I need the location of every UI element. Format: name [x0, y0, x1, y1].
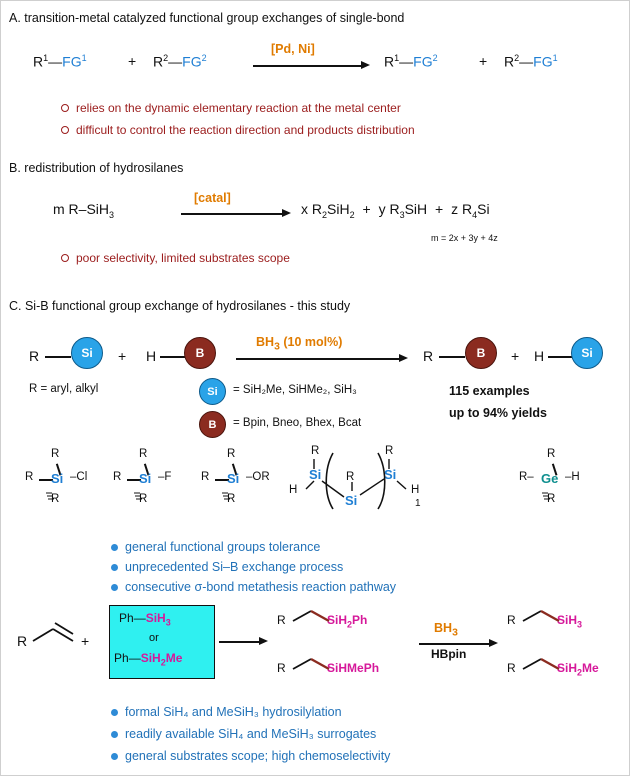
product2-fgsup: 1 — [552, 53, 558, 63]
section-b-title: B. redistribution of hydrosilanes — [9, 161, 184, 175]
out-p2: SiH — [557, 661, 578, 675]
product-z-b: Si — [477, 201, 490, 217]
struct-4-r2: R — [346, 471, 355, 483]
scheme-d-arrow-head-2 — [489, 639, 498, 647]
reactant2-fg: FG — [182, 53, 202, 70]
scheme-d-catalyst-top — [434, 621, 458, 639]
struct-3-top-r: R — [227, 448, 236, 460]
scheme-d-arrow-line-1 — [219, 641, 261, 643]
b-label: B — [195, 346, 205, 360]
mid-p1a-sub: 2 — [347, 619, 353, 630]
product2-r: R — [504, 53, 515, 70]
bullet-dot-icon — [111, 753, 118, 760]
bullet-dot-icon — [111, 564, 118, 571]
struct-1-right: –Cl — [70, 471, 88, 483]
struct-4-r1: R — [311, 445, 320, 457]
scheme-a-plus2: + — [479, 53, 488, 69]
bullet-text: general functional groups tolerance — [125, 540, 321, 554]
struct-1-core: Si — [51, 471, 64, 486]
b-circle-icon — [184, 337, 216, 369]
out-p2-me: Me — [582, 661, 599, 675]
scheme-a-arrow-line — [253, 65, 363, 67]
reagent-1-ph: Ph — [119, 611, 134, 625]
scheme-a-reactant2: $R^2—FG^2$ — [153, 53, 207, 70]
struct-4-core-3: Si — [384, 467, 397, 482]
struct-5-bottom-r: R — [547, 493, 556, 505]
product-y-b: SiH — [404, 201, 428, 217]
struct-2-top-r: R — [139, 448, 148, 460]
product1-sup: 1 — [394, 53, 400, 63]
scheme-b-left-sub: 3 — [109, 209, 115, 220]
scheme-c-plus: + — [118, 348, 127, 364]
product-x-b-sub: 2 — [349, 209, 355, 220]
reagent-2-me: Me — [165, 651, 183, 665]
scheme-a-product2: $R^2—FG^1$ — [504, 53, 558, 70]
bullet-dot-icon — [61, 126, 69, 134]
product-y-sub: 3 — [399, 209, 405, 220]
scheme-c-left-r: R — [29, 348, 40, 364]
struct-4-h-right: H — [411, 484, 420, 496]
result-yields: up to 94% yields — [449, 406, 547, 420]
bullet-text: poor selectivity, limited substrates scope — [76, 251, 290, 265]
section-d-bullet-1 — [111, 705, 342, 719]
bullet-text: difficult to control the reaction direction and products distribution — [76, 123, 415, 137]
si-label: Si — [81, 346, 93, 360]
product-z: z R — [451, 201, 473, 217]
scheme-d-alkene-r: R — [17, 633, 28, 649]
bullet-text: relies on the dynamic elementary reaction at the metal center — [76, 101, 401, 115]
si-circle-icon-product — [571, 337, 603, 369]
out-product-1-group — [557, 613, 582, 629]
struct-4-skeleton — [286, 439, 426, 511]
product1-r: R — [384, 53, 395, 70]
scheme-a-catalyst: [Pd, Ni] — [271, 42, 315, 56]
reagent-2-si: SiH — [140, 651, 161, 665]
catalyst-sub: 3 — [274, 341, 280, 353]
product-x: x R — [301, 201, 322, 217]
reagent-1-sub: 3 — [165, 617, 171, 628]
scheme-a-plus1: + — [128, 53, 137, 69]
out-product-2-group — [557, 661, 599, 677]
product-y: y R — [378, 201, 400, 217]
reactant1-fgsup: 1 — [81, 53, 87, 63]
reagent-or: or — [149, 632, 159, 644]
scheme-b-plus2: + — [435, 201, 444, 217]
alkene-skeleton — [31, 619, 79, 649]
bullet-dot-icon — [61, 104, 69, 112]
catalyst-rest: (10 mol%) — [279, 335, 343, 349]
section-d-bullet-2 — [111, 727, 376, 741]
out-p2-sub: 2 — [577, 667, 583, 678]
section-c-bullet-1 — [111, 540, 320, 554]
product1-fgsup: 2 — [432, 53, 438, 63]
reagent-2: Ph—SiH$_2$Me — [114, 651, 183, 668]
scheme-c-bond-4 — [548, 356, 572, 358]
scheme-b-arrow-head — [282, 209, 291, 217]
scheme-c-bond-2 — [160, 356, 185, 358]
substrate-note: R = aryl, alkyl — [29, 383, 99, 395]
out-p1: SiH — [557, 613, 578, 627]
bullet-text: readily available SiH₄ and MeSiH₃ surrogates — [125, 727, 377, 741]
struct-5-left: R– — [519, 471, 534, 483]
struct-2-bottom-r: R — [139, 493, 148, 505]
scheme-b-products — [301, 201, 490, 220]
scheme-b-plus1: + — [362, 201, 371, 217]
scheme-b-balance: m = 2x + 3y + 4z — [431, 233, 498, 243]
section-c-title: C. Si-B functional group exchange of hydrosilanes - this study — [9, 299, 351, 313]
struct-4-core-1: Si — [309, 467, 322, 482]
out-p1-sub: 3 — [577, 619, 583, 630]
legend-si-label: Si — [207, 385, 218, 398]
mid-product-1-group — [327, 613, 367, 629]
section-a-bullet-2 — [61, 123, 415, 137]
struct-5-hash-bond — [541, 487, 550, 495]
reagent-1-si: SiH — [145, 611, 166, 625]
mid-p1b: Ph — [352, 613, 368, 627]
reactant2-fgsup: 2 — [201, 53, 207, 63]
struct-2-core: Si — [139, 471, 152, 486]
scheme-b-reactant — [53, 201, 114, 220]
legend-si-icon — [199, 378, 226, 405]
struct-3-core: Si — [227, 471, 240, 486]
struct-4-core-2: Si — [345, 493, 358, 508]
product2-fg: FG — [533, 53, 553, 70]
scheme-c-catalyst — [256, 335, 342, 353]
product1-fg: FG — [413, 53, 433, 70]
bullet-dot-icon — [111, 709, 118, 716]
scheme-a-product1: $R^1—FG^2$ — [384, 53, 438, 70]
scheme-c-prod-h: H — [534, 348, 545, 364]
reactant2-r: R — [153, 53, 164, 70]
scheme-b-arrow-line — [181, 213, 284, 215]
struct-2-hash-bond — [133, 487, 142, 495]
struct-5-right: –H — [565, 471, 580, 483]
mid-p1a: SiH — [327, 613, 348, 627]
scheme-d-arrow-head-1 — [259, 637, 268, 645]
struct-3-left-r: R — [201, 471, 210, 483]
scheme-c-arrow-head — [399, 354, 408, 362]
out-product-1-r: R — [507, 613, 516, 627]
result-examples: 115 examples — [449, 384, 530, 398]
struct-3-right: –OR — [246, 471, 270, 483]
mid-product-1-r: R — [277, 613, 286, 627]
mid-product-2-group — [327, 661, 379, 675]
section-b-bullet-1 — [61, 251, 290, 265]
bullet-text: unprecedented Si–B exchange process — [125, 560, 344, 574]
struct-3-bottom-r: R — [227, 493, 236, 505]
struct-1-bottom-r: R — [51, 493, 60, 505]
reactant1-fg: FG — [62, 53, 82, 70]
si-circle-icon — [71, 337, 103, 369]
product-x-sub: 2 — [322, 209, 328, 220]
product-x-b: SiH — [327, 201, 350, 217]
mid-p2b: Ph — [363, 661, 380, 675]
scheme-a-arrow-head — [361, 61, 370, 69]
struct-2-left-r: R — [113, 471, 122, 483]
bullet-text: general substrates scope; high chemoselectivity — [125, 749, 391, 763]
si-label: Si — [581, 346, 593, 360]
scheme-c-bond-3 — [439, 356, 465, 358]
scheme-c-h: H — [146, 348, 157, 364]
struct-5-top-r: R — [547, 448, 556, 460]
bullet-dot-icon — [111, 544, 118, 551]
legend-b-icon — [199, 411, 226, 438]
scheme-c-plus2: + — [511, 348, 520, 364]
bullet-text: formal SiH₄ and MeSiH₃ hydrosilylation — [125, 705, 342, 719]
cat-top-sub: 3 — [452, 627, 458, 639]
legend-b-label: B — [208, 418, 217, 431]
scheme-b-left: m R–SiH — [53, 201, 110, 217]
section-c-bullet-3 — [111, 580, 396, 594]
bullet-dot-icon — [61, 254, 69, 262]
mid-p2a: SiHMe — [327, 661, 364, 675]
reagent-1: Ph—SiH$_3$ — [119, 611, 171, 628]
catalyst-bh: BH — [256, 335, 275, 349]
struct-4-h-left: H — [289, 484, 298, 496]
b-label: B — [476, 346, 486, 360]
product2-sup: 2 — [514, 53, 520, 63]
bullet-dot-icon — [111, 584, 118, 591]
reactant1-sup: 1 — [43, 53, 49, 63]
b-circle-icon-product — [465, 337, 497, 369]
scheme-b-catalyst: [catal] — [194, 191, 231, 205]
struct-3-hash-bond — [221, 487, 230, 495]
product-z-sub: 4 — [472, 209, 478, 220]
reagent-2-ph: Ph — [114, 651, 129, 665]
reactant1-r: R — [33, 53, 44, 70]
out-product-2-r: R — [507, 661, 516, 675]
bullet-text: consecutive σ-bond metathesis reaction pathway — [125, 580, 397, 594]
scheme-c-arrow-line — [236, 358, 401, 360]
cat-top: BH — [434, 621, 453, 635]
reagent-2-sub: 2 — [160, 657, 166, 668]
scheme-d-reagent-bottom: HBpin — [431, 647, 467, 661]
struct-5-core: Ge — [541, 471, 559, 486]
section-a-title: A. transition-metal catalyzed functional group exchanges of single-bond — [9, 11, 405, 25]
struct-2-right: –F — [158, 471, 172, 483]
struct-1-left-r: R — [25, 471, 34, 483]
legend-b-text: = Bpin, Bneo, Bhex, Bcat — [233, 417, 362, 429]
section-a-bullet-1 — [61, 101, 401, 115]
struct-4-r3: R — [385, 445, 394, 457]
struct-4-subscript: 1 — [415, 498, 421, 509]
scheme-d-plus: + — [81, 633, 90, 649]
scheme-d-arrow-line-2 — [419, 643, 491, 645]
mid-product-2-r: R — [277, 661, 286, 675]
bullet-dot-icon — [111, 731, 118, 738]
scheme-c-prod-r: R — [423, 348, 434, 364]
struct-1-top-r: R — [51, 448, 60, 460]
scheme-c-bond-1 — [45, 356, 71, 358]
section-c-bullet-2 — [111, 560, 343, 574]
scheme-a-reactant1: $R^1—FG^1$ — [33, 53, 87, 70]
section-d-bullet-3 — [111, 749, 390, 763]
reactant2-sup: 2 — [163, 53, 169, 63]
legend-si-text: = SiH₂Me, SiHMe₂, SiH₃ — [233, 384, 357, 396]
struct-1-hash-bond — [45, 487, 54, 495]
